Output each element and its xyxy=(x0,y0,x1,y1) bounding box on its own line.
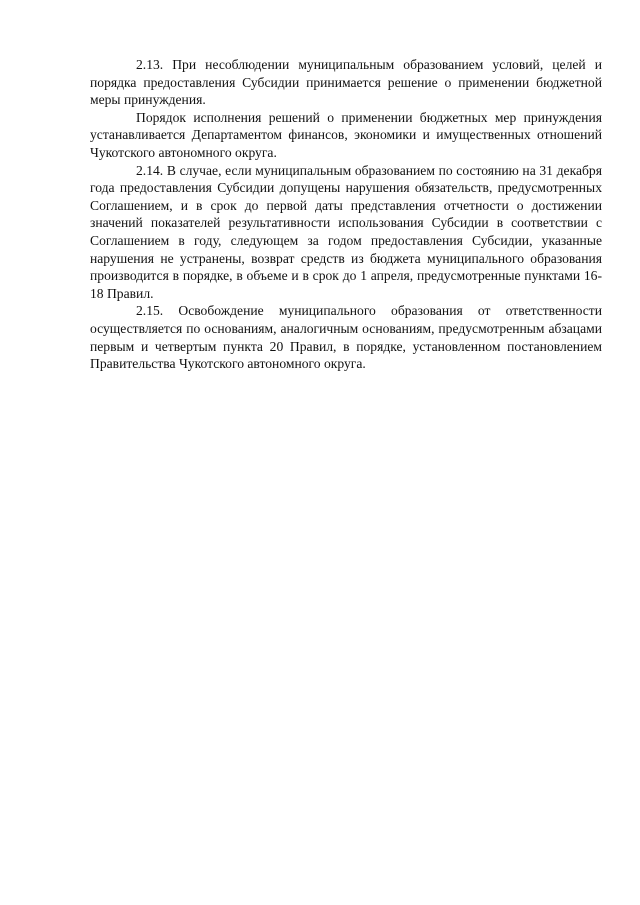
paragraph-2-14: 2.14. В случае, если муниципальным образованием по состоянию на 31 декабря года предоставления Субсидии допущены нарушения обязательств, предусмотренных Соглашением, и в срок до первой даты представления отчетности о достижении значений показателей результативности использования Субсидии в соответствии с Соглашением в году, следующем за годом предоставления Субсидии, указанные нарушения не устранены, возврат средств из бюджета муниципального образования производится в порядке, в объеме и в срок до 1 апреля, предусмотренные пунктами 16-18 Правил. xyxy=(90,162,602,301)
paragraph-2-15: 2.15. Освобождение муниципального образования от ответственности осуществляется по основаниям, аналогичным основаниям, предусмотренным абзацами первым и четвертым пункта 20 Правил, в порядке, установленном постановлением Правительства Чукотского автономного округа. xyxy=(90,303,602,372)
paragraph-enforcement-procedure: Порядок исполнения решений о применении бюджетных мер принуждения устанавливается Департаментом финансов, экономики и имущественных отношений Чукотского автономного округа. xyxy=(90,109,602,160)
paragraph-2-13: 2.13. При несоблюдении муниципальным образованием условий, целей и порядка предоставления Субсидии принимается решение о применении бюджетной меры принуждения. xyxy=(90,57,602,108)
document-body xyxy=(90,56,602,373)
